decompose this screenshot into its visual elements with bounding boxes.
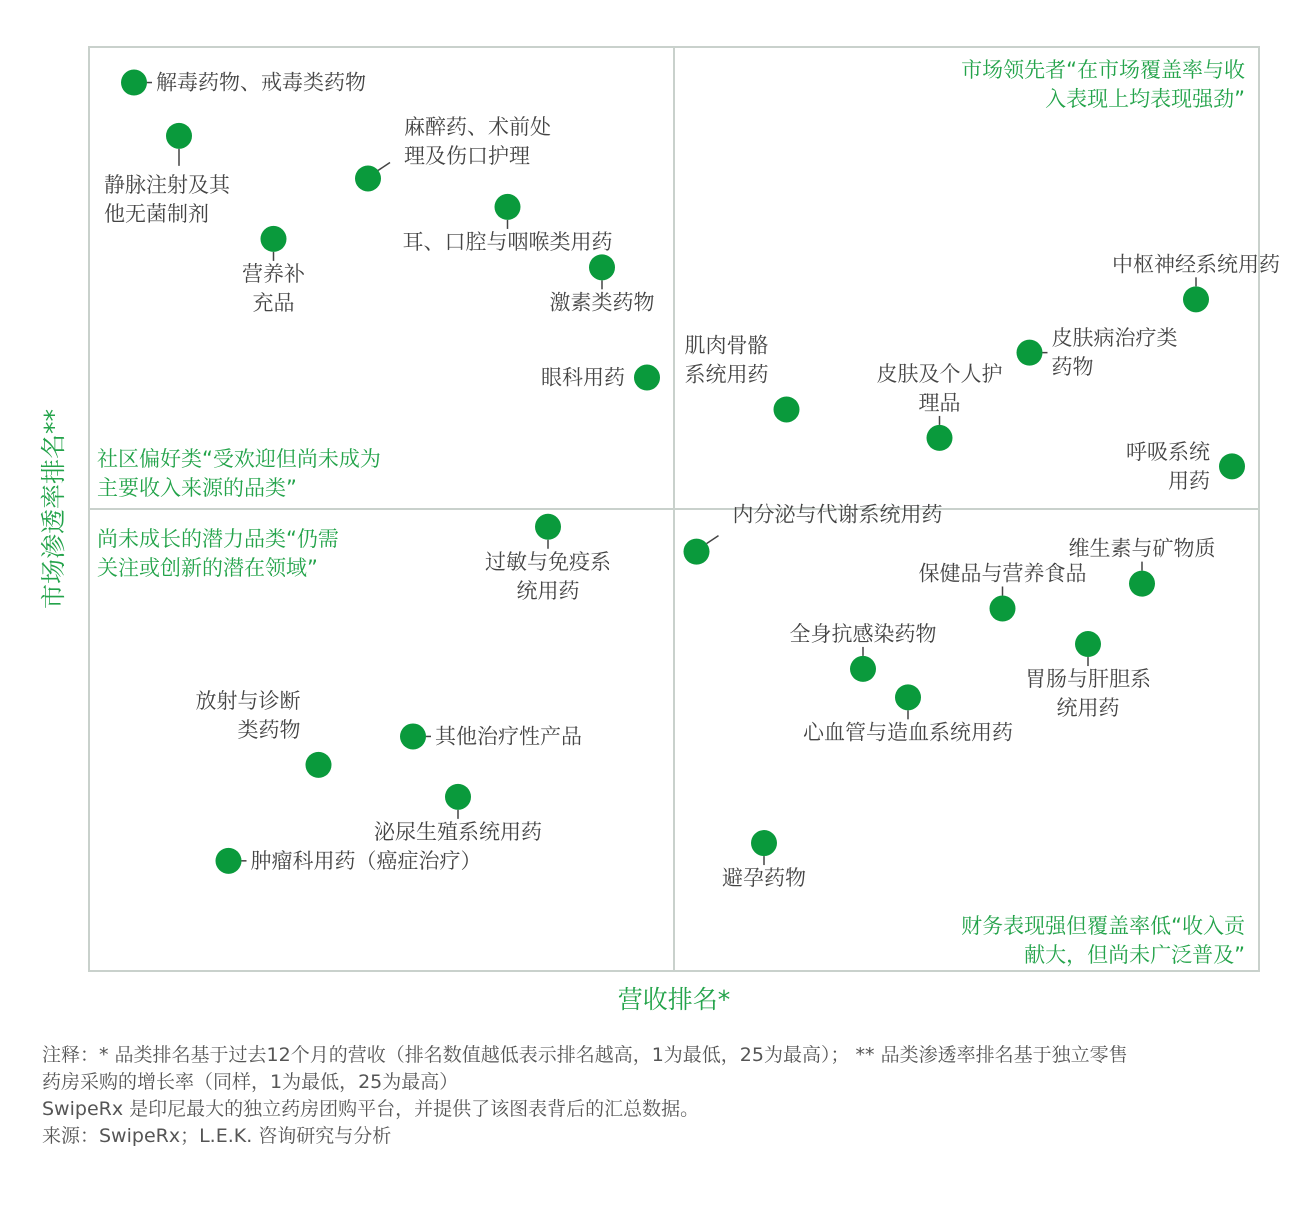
quadrant-label-line: 尚未成长的潜力品类“仍需 [97,527,339,551]
point-label: 类药物 [237,717,301,742]
point-label: 其他治疗性产品 [435,724,582,749]
data-point [1219,453,1245,479]
data-point [495,194,521,220]
data-point [216,848,242,874]
point-label: 避孕药物 [722,866,806,891]
point-label: 全身抗感染药物 [789,621,937,646]
point-label: 内分泌与代谢系统用药 [732,502,943,527]
point-label: 放射与诊断 [195,688,301,713]
point-label: 泌尿生殖系统用药 [374,819,542,844]
x-axis-label: 营收排名* [617,985,731,1014]
point-connector [707,536,719,544]
point-connector [378,162,390,170]
point-label: 营养补 [242,261,305,286]
data-point [261,226,287,252]
note-line-1: 注释：* 品类排名基于过去12个月的营收（排名数值越低表示排名越高，1为最低，25为最高）； ** 品类渗透率排名基于独立零售 [42,1044,1128,1066]
point-label: 用药 [1168,468,1210,493]
data-point [927,425,953,451]
point-label: 系统用药 [684,362,769,387]
data-point [1183,286,1209,312]
point-label: 胃肠与肝胆系 [1025,667,1151,692]
point-label: 解毒药物、戒毒类药物 [156,70,366,95]
point-label: 药物 [1051,355,1094,380]
point-label: 统用药 [516,578,580,603]
data-point [589,254,615,280]
quadrant-label-line: 主要收入来源的品类” [97,476,297,500]
y-axis-label: 市场渗透率排名** [39,408,68,610]
data-point [1017,340,1043,366]
point-label: 心血管与造血系统用药 [803,720,1013,745]
point-label: 维生素与矿物质 [1068,536,1216,561]
data-point [774,396,800,422]
data-point [1129,571,1155,597]
data-point [850,656,876,682]
point-label: 眼科用药 [541,365,625,390]
point-label: 理品 [918,390,961,415]
point-label: 皮肤病治疗类 [1051,326,1178,351]
data-point [166,123,192,149]
note-line-3: SwipeRx 是印尼最大的独立药房团购平台，并提供了该图表背后的汇总数据。 [42,1098,700,1120]
quadrant-label-line: 社区偏好类“受欢迎但尚未成为 [97,447,381,471]
data-point [535,514,561,540]
quadrant-label-line: 关注或创新的潜在领域” [97,556,318,580]
quadrant-label-line: 市场领先者“在市场覆盖率与收 [961,58,1245,82]
point-label: 中枢神经系统用药 [1112,252,1280,277]
point-label: 保健品与营养食品 [918,561,1087,586]
point-label: 皮肤及个人护 [876,361,1003,386]
data-point [990,596,1016,622]
data-point [445,784,471,810]
data-point [751,830,777,856]
point-label: 理及伤口护理 [404,143,530,168]
point-label: 麻醉药、术前处 [404,114,551,139]
point-label: 肿瘤科用药（癌症治疗） [250,848,482,873]
data-point [400,723,426,749]
quadrant-label-line: 献大，但尚未广泛普及” [1024,943,1245,967]
data-point [306,752,332,778]
point-label: 呼吸系统 [1126,439,1210,464]
point-label: 他无菌制剂 [104,201,209,226]
data-point [121,70,147,96]
data-point [1075,631,1101,657]
point-label: 过敏与免疫系 [485,549,611,574]
point-label: 肌肉骨骼 [684,333,769,358]
data-point [895,684,921,710]
point-label: 统用药 [1056,696,1120,721]
note-line-4: 来源：SwipeRx；L.E.K. 咨询研究与分析 [42,1125,392,1147]
point-label: 耳、口腔与咽喉类用药 [402,229,613,254]
quadrant-label-line: 财务表现强但覆盖率低“收入贡 [961,914,1245,938]
point-label: 静脉注射及其 [104,172,230,197]
quadrant-label-line: 入表现上均表现强劲” [1045,87,1245,111]
note-line-2: 药房采购的增长率（同样，1为最低，25为最高） [42,1071,459,1093]
point-label: 充品 [252,290,295,315]
data-point [355,165,381,191]
data-point [684,539,710,565]
footnotes [42,1042,1272,1150]
point-label: 激素类药物 [549,290,655,315]
data-point [634,365,660,391]
